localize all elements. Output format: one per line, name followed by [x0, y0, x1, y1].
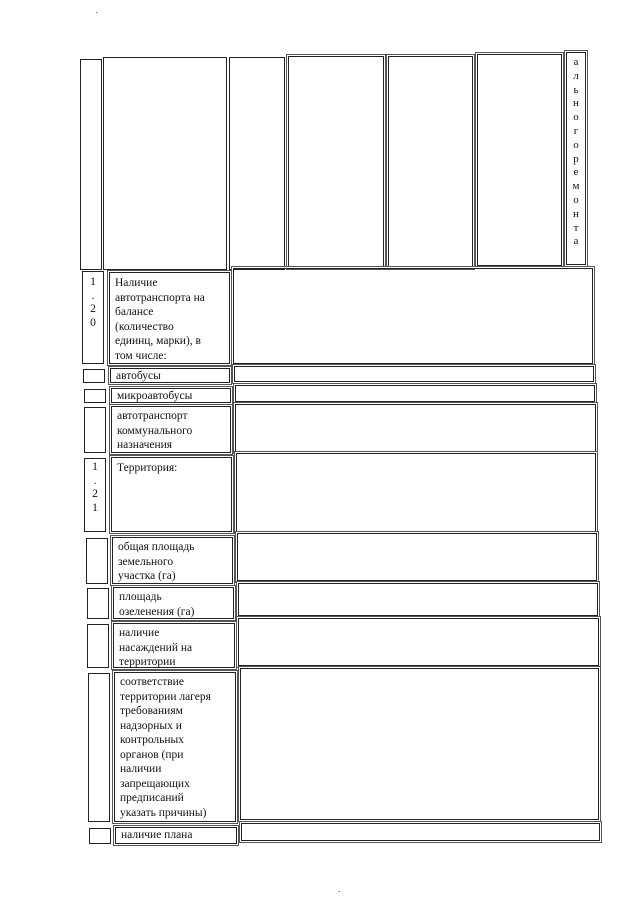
row-value-cell — [233, 268, 593, 364]
header-vertical-text: а л ь н о г о р е м о н т а — [572, 56, 580, 248]
row-value-cell — [238, 583, 598, 616]
row-label-total-area: общая площадь земельного участка (га) — [118, 541, 195, 582]
row-label-territory: Территория: — [117, 462, 178, 474]
scan-speck — [338, 891, 340, 892]
header-cell-col4 — [477, 54, 562, 266]
row-number: 1 . 2 0 — [90, 276, 96, 329]
row-number: 1 . 2 1 — [92, 461, 98, 514]
header-cell-label — [103, 57, 227, 270]
row-value-cell — [236, 453, 596, 532]
header-cell-col2 — [288, 56, 384, 268]
row-label-utility-vehicles: автотранспорт коммунального назначения — [117, 410, 193, 451]
scan-speck — [96, 12, 98, 13]
row-label-plantings: наличие насаждений на территории — [119, 627, 193, 668]
row-value-cell — [237, 533, 597, 581]
row-value-cell — [241, 823, 600, 841]
row-label-plan: наличие плана — [121, 829, 193, 841]
row-number-cell — [87, 588, 109, 619]
row-number-cell — [89, 828, 111, 844]
header-cell-col3 — [388, 56, 473, 268]
row-number-cell — [86, 538, 108, 584]
row-value-cell — [235, 385, 595, 402]
row-label-green-area: площадь озеленения (га) — [119, 591, 195, 618]
row-value-cell — [234, 366, 594, 382]
row-number-cell — [84, 389, 106, 403]
row-label-compliance: соответствие территории лагеря требованиям надзорных и контрольных органов (при наличии запрещающих предписаний указать причины) — [120, 676, 211, 819]
row-number-cell — [84, 407, 106, 453]
row-value-cell — [240, 668, 599, 820]
row-number-cell — [87, 624, 109, 668]
header-cell-col1 — [229, 57, 285, 270]
row-value-cell — [235, 404, 596, 452]
row-label-minibuses: микроавтобусы — [117, 390, 193, 402]
row-label-buses: автобусы — [116, 370, 161, 382]
row-number-cell — [88, 673, 110, 822]
row-value-cell — [238, 618, 599, 666]
row-label-vehicles: Наличие автотранспорта на балансе (количество едиинц, марки), в том числе: — [115, 277, 205, 362]
row-number-cell — [83, 369, 105, 383]
header-cell-number — [80, 59, 102, 270]
